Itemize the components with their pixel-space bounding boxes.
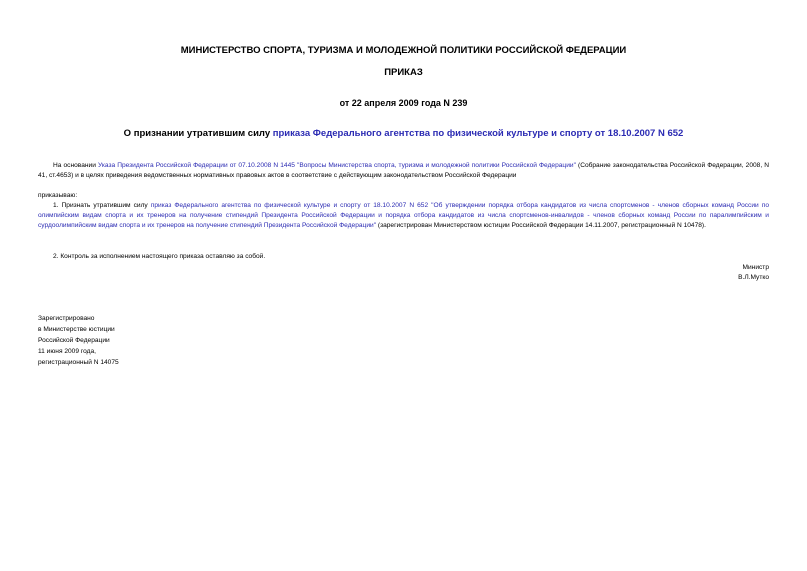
- registration-block: [38, 313, 119, 368]
- title-link[interactable]: приказа Федерального агентства по физической культуре и спорту от 18.10.2007 N 652: [272, 128, 684, 139]
- basis-suffix: (Собрание законодательства Российской Федерации, 2008, N 41, ст.4653) и в целях приведения ведомственных нормативных правовых актов в соответствие с действующим законодательством Российской Федерации: [38, 162, 769, 179]
- order-652-link[interactable]: приказ Федерального агентства по физической культуре и спорту от 18.10.2007 N 652 "Об утверждении порядка отбора кандидатов из числа спортсменов - членов сборных команд России по олимпийским видам спорта и их тренеров на получение стипендий Президента Российской Федерации и порядка отбора кандидатов из числа спортсменов-инвалидов - членов сборных команд России по паралимпийским и сурдоолимпийским видам спорта и их тренеров на получение стипендий Президента Российской Федерации": [38, 202, 769, 229]
- doc-type-heading: ПРИКАЗ: [384, 67, 423, 78]
- document-title: [0, 128, 807, 139]
- registration-line: Российской Федерации: [38, 337, 110, 344]
- item-1-prefix: 1. Признать утратившим силу: [53, 202, 151, 209]
- item-1: [38, 201, 769, 231]
- item-2: 2. Контроль за исполнением настоящего приказа оставляю за собой.: [53, 253, 266, 260]
- title-prefix: О признании утратившим силу: [123, 128, 273, 139]
- registration-line: Зарегистрировано: [38, 315, 95, 322]
- basis-paragraph: [38, 161, 769, 181]
- item-1-suffix: (зарегистрирован Министерством юстиции Российской Федерации 14.11.2007, регистрационный N 10478).: [376, 222, 706, 229]
- registration-line: 11 июня 2009 года,: [38, 348, 96, 355]
- date-number: от 22 апреля 2009 года N 239: [339, 98, 468, 108]
- basis-prefix: На основании: [53, 162, 98, 169]
- registration-line: регистрационный N 14075: [38, 359, 119, 366]
- signatory-position: Министр: [742, 264, 769, 271]
- decree-link[interactable]: Указа Президента Российской Федерации от 07.10.2008 N 1445 "Вопросы Министерства спорта, туризма и молодежной политики Российской Федерации": [97, 162, 576, 169]
- signature-block: [738, 263, 769, 283]
- registration-line: в Министерстве юстиции: [38, 326, 115, 333]
- signatory-name: В.Л.Мутко: [738, 274, 769, 281]
- order-word: приказываю:: [38, 192, 78, 199]
- ministry-heading: МИНИСТЕРСТВО СПОРТА, ТУРИЗМА И МОЛОДЕЖНОЙ ПОЛИТИКИ РОССИЙСКОЙ ФЕДЕРАЦИИ: [180, 45, 627, 56]
